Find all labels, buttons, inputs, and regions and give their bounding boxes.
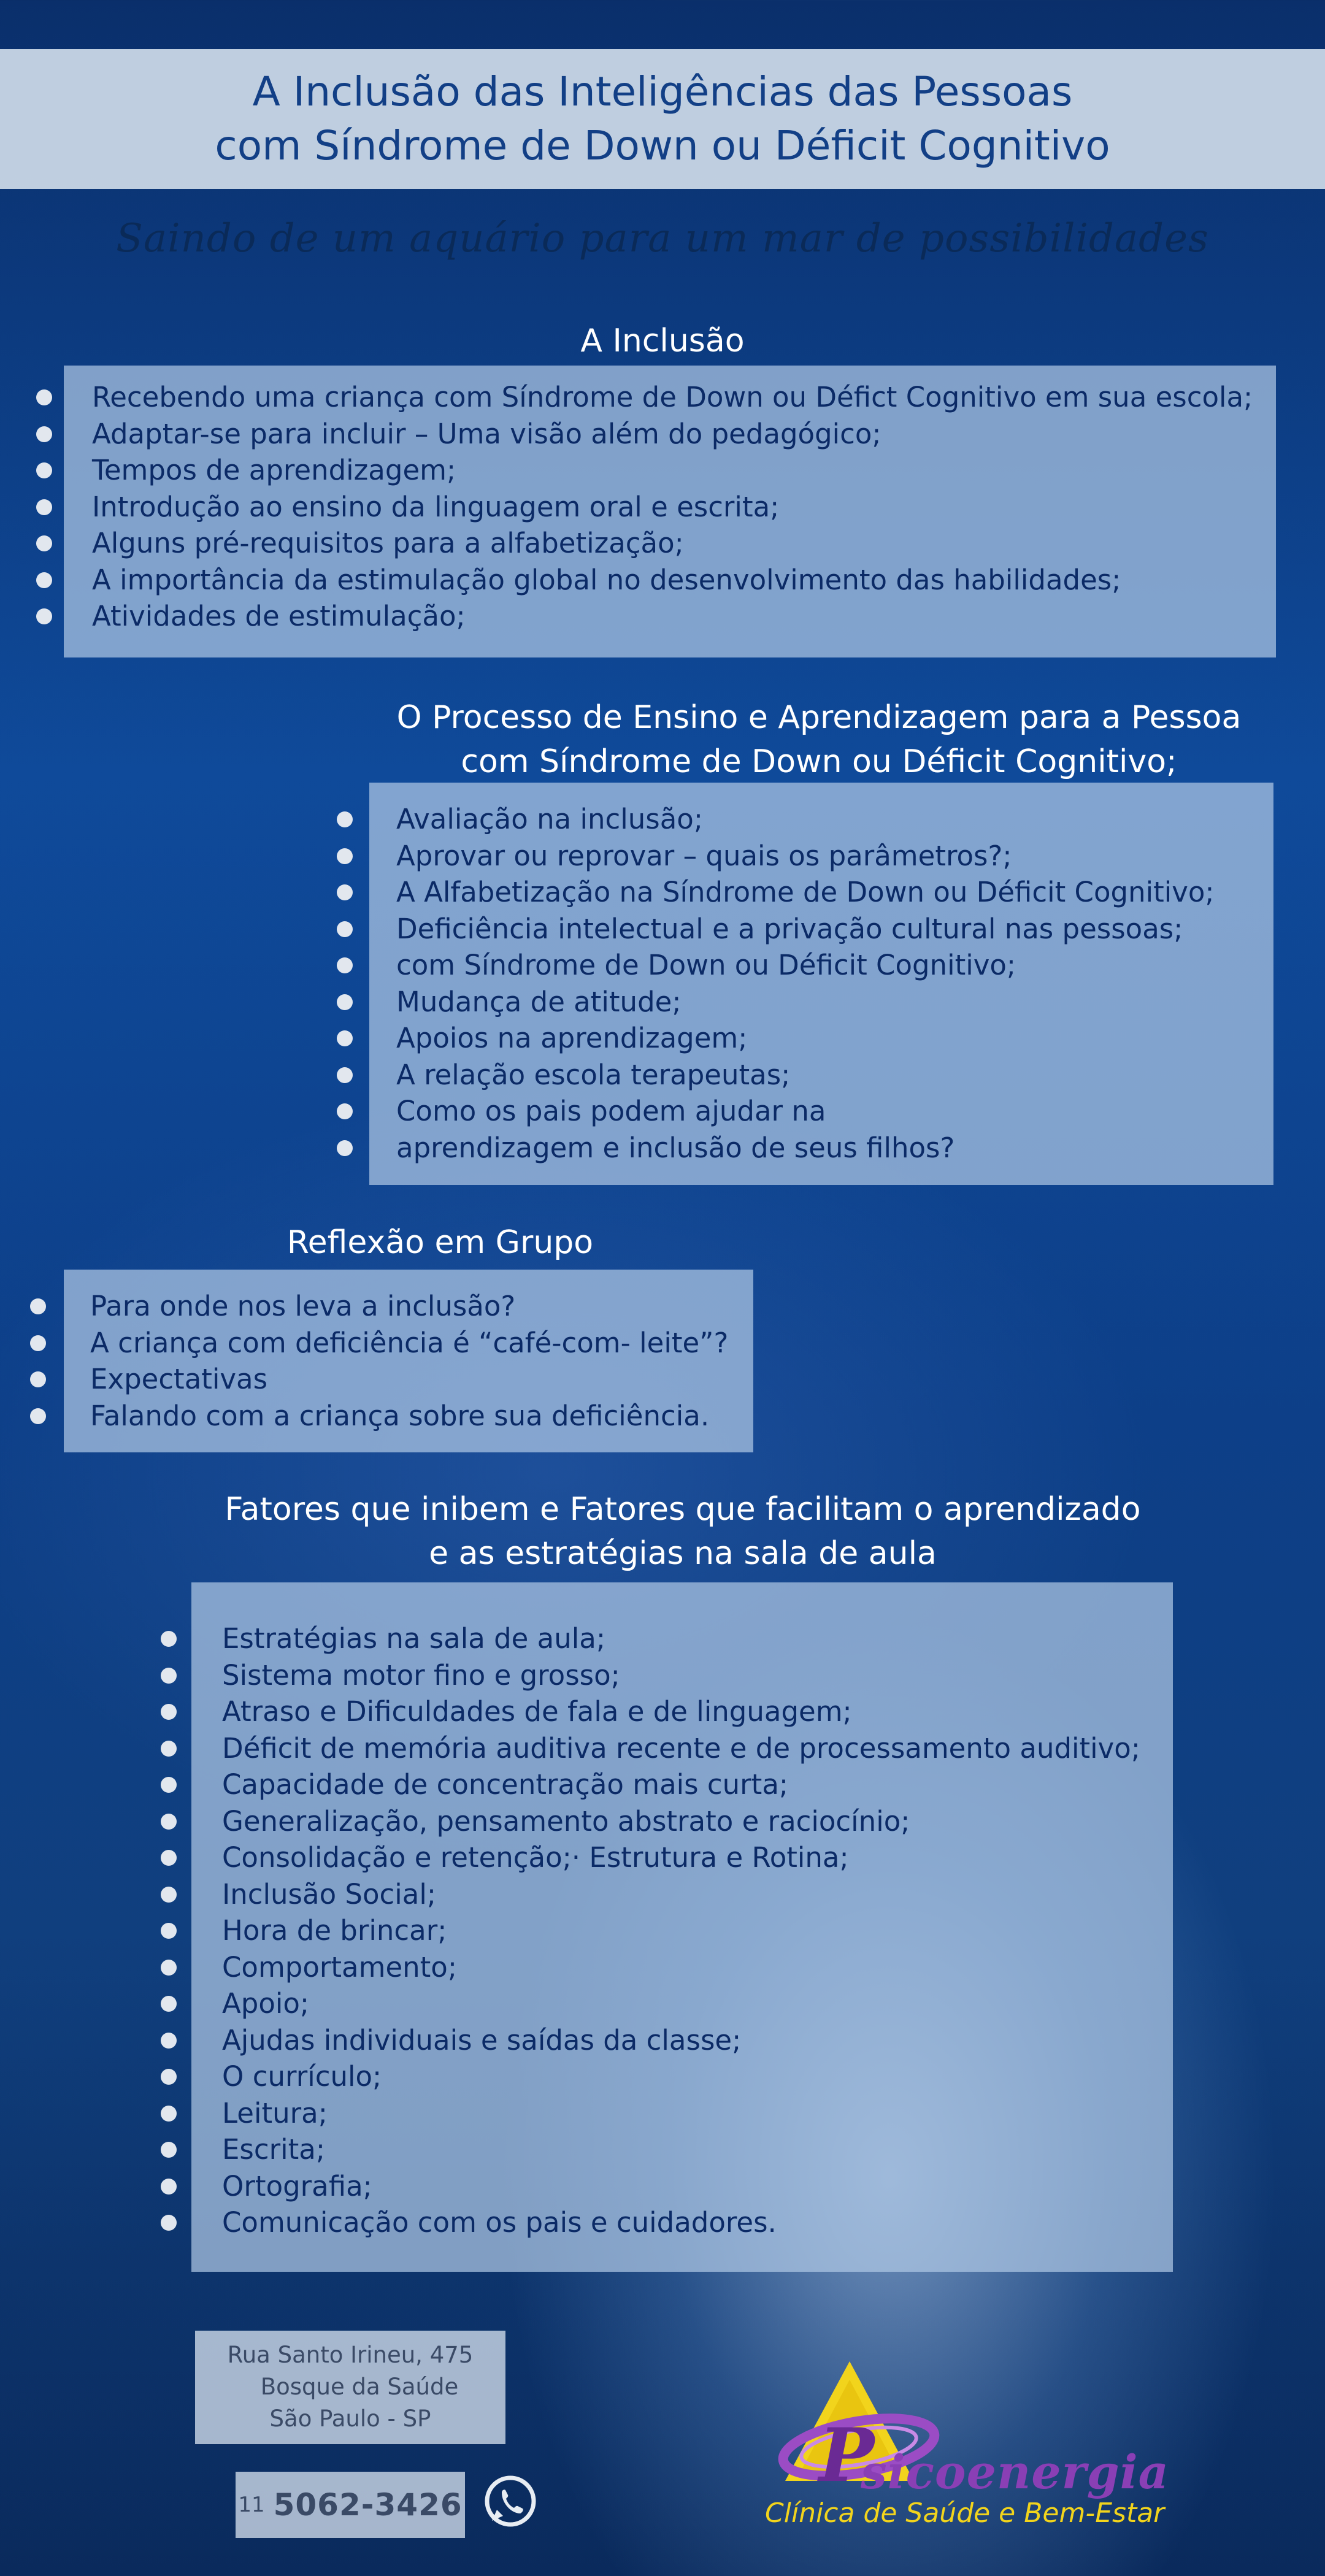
bullet-icon <box>36 572 52 588</box>
list-item: Hora de brincar; <box>0 1912 1325 1949</box>
section-heading-line: Reflexão em Grupo <box>286 1224 594 1261</box>
bullet-icon <box>161 1960 177 1976</box>
list-item: Consolidação e retenção;· Estrutura e Rotina; <box>0 1839 1325 1876</box>
logo-brand: sicoenergia <box>861 2445 1169 2499</box>
list-inclusao <box>0 379 1325 635</box>
bullet-icon <box>161 1741 177 1757</box>
list-item: Alguns pré-requisitos para a alfabetização; <box>0 525 1325 562</box>
address-line: Bosque da Saúde <box>260 2374 459 2400</box>
bullet-icon <box>337 994 353 1010</box>
bullet-icon <box>30 1371 46 1387</box>
bullet-icon <box>36 608 52 624</box>
list-item: A Alfabetização na Síndrome de Down ou Déficit Cognitivo; <box>0 874 1325 911</box>
whatsapp-icon-graphic <box>480 2472 541 2533</box>
list-reflexao <box>0 1288 1325 1434</box>
phone-ddd: 11 <box>238 2493 265 2517</box>
section-heading-processo <box>368 696 1270 784</box>
list-item: Adaptar-se para incluir – Uma visão além do pedagógico; <box>0 416 1325 453</box>
list-item: Escrita; <box>0 2131 1325 2168</box>
list-item: Sistema motor fino e grosso; <box>0 1657 1325 1694</box>
list-item: Inclusão Social; <box>0 1876 1325 1913</box>
phone-box[interactable] <box>236 2472 465 2538</box>
list-item: com Síndrome de Down ou Déficit Cognitivo; <box>0 947 1325 984</box>
list-item: Apoios na aprendizagem; <box>0 1020 1325 1057</box>
bullet-icon <box>337 884 353 900</box>
bullet-icon <box>337 921 353 937</box>
bullet-icon <box>337 1030 353 1046</box>
section-heading-line: e as estratégias na sala de aula <box>429 1535 937 1572</box>
list-item: Déficit de memória auditiva recente e de processamento auditivo; <box>0 1730 1325 1767</box>
list-item: Ortografia; <box>0 2168 1325 2205</box>
list-item: Expectativas <box>0 1361 1325 1398</box>
section-heading-line: Fatores que inibem e Fatores que facilitam o aprendizado <box>225 1491 1141 1528</box>
bullet-icon <box>30 1335 46 1351</box>
bullet-icon <box>161 1814 177 1830</box>
page-title-line-2: com Síndrome de Down ou Déficit Cognitivo <box>215 122 1110 169</box>
address-line: Rua Santo Irineu, 475 <box>227 2342 474 2368</box>
list-processo <box>0 801 1325 1166</box>
section-heading-reflexao <box>184 1221 696 1265</box>
list-item: Como os pais podem ajudar na <box>0 1093 1325 1130</box>
bullet-icon <box>337 848 353 864</box>
bullet-icon <box>161 2142 177 2158</box>
list-item: Comportamento; <box>0 1949 1325 1986</box>
section-heading-line: com Síndrome de Down ou Déficit Cognitivo; <box>461 743 1177 780</box>
list-item: Recebendo uma criança com Síndrome de Down ou Défict Cognitivo em sua escola; <box>0 379 1325 416</box>
address-line: São Paulo - SP <box>269 2405 431 2432</box>
bullet-icon <box>161 1631 177 1647</box>
list-item: Ajudas individuais e saídas da classe; <box>0 2022 1325 2059</box>
bullet-icon <box>36 426 52 442</box>
list-item: Leitura; <box>0 2095 1325 2132</box>
list-item: Avaliação na inclusão; <box>0 801 1325 838</box>
logo-tagline: Clínica de Saúde e Bem-Estar <box>765 2497 1165 2529</box>
list-item: Capacidade de concentração mais curta; <box>0 1766 1325 1803</box>
list-item: Estratégias na sala de aula; <box>0 1620 1325 1657</box>
list-item: Para onde nos leva a inclusão? <box>0 1288 1325 1325</box>
list-fatores <box>0 1620 1325 2241</box>
title-band <box>0 49 1325 189</box>
whatsapp-icon[interactable] <box>480 2472 541 2533</box>
bullet-icon <box>337 957 353 973</box>
bullet-icon <box>337 1103 353 1119</box>
list-item: O currículo; <box>0 2058 1325 2095</box>
subtitle: Saindo de um aquário para um mar de possibilidades <box>116 216 1209 261</box>
bullet-icon <box>161 1704 177 1720</box>
bullet-icon <box>30 1408 46 1424</box>
bullet-icon <box>161 1923 177 1939</box>
page-title-line-1: A Inclusão das Inteligências das Pessoas <box>252 68 1073 115</box>
section-heading-inclusao <box>0 319 1325 363</box>
bullet-icon <box>161 1850 177 1866</box>
bullet-icon <box>36 535 52 551</box>
list-item: Deficiência intelectual e a privação cultural nas pessoas; <box>0 911 1325 948</box>
bullet-icon <box>161 2033 177 2049</box>
psicoenergia-logo <box>758 2355 1187 2539</box>
bullet-icon <box>36 462 52 478</box>
list-item: Tempos de aprendizagem; <box>0 452 1325 489</box>
address-box <box>195 2331 505 2444</box>
bullet-icon <box>161 1777 177 1793</box>
bullet-icon <box>337 1140 353 1156</box>
section-heading-line: O Processo de Ensino e Aprendizagem para a Pessoa <box>396 699 1242 736</box>
list-item: A importância da estimulação global no desenvolvimento das habilidades; <box>0 562 1325 599</box>
bullet-icon <box>161 2215 177 2231</box>
list-item: Falando com a criança sobre sua deficiência. <box>0 1398 1325 1435</box>
list-item: Comunicação com os pais e cuidadores. <box>0 2204 1325 2241</box>
list-item: Mudança de atitude; <box>0 984 1325 1021</box>
phone-number: 5062-3426 <box>273 2487 463 2523</box>
bullet-icon <box>30 1298 46 1314</box>
bullet-icon <box>161 2106 177 2122</box>
bullet-icon <box>337 1067 353 1083</box>
section-heading-line: A Inclusão <box>580 323 745 359</box>
bullet-icon <box>161 2069 177 2085</box>
bullet-icon <box>161 2179 177 2195</box>
list-item: Apoio; <box>0 1985 1325 2022</box>
bullet-icon <box>36 389 52 405</box>
logo-letter: P <box>819 2412 875 2499</box>
bullet-icon <box>161 1887 177 1903</box>
bullet-icon <box>337 811 353 827</box>
list-item: Aprovar ou reprovar – quais os parâmetros?; <box>0 838 1325 875</box>
list-item: aprendizagem e inclusão de seus filhos? <box>0 1130 1325 1167</box>
list-item: Atraso e Dificuldades de fala e de linguagem; <box>0 1693 1325 1730</box>
list-item: Atividades de estimulação; <box>0 598 1325 635</box>
bullet-icon <box>161 1668 177 1684</box>
section-heading-fatores <box>0 1487 1325 1576</box>
bullet-icon <box>36 499 52 515</box>
list-item: Introdução ao ensino da linguagem oral e escrita; <box>0 489 1325 526</box>
list-item: A criança com deficiência é “café-com- leite”? <box>0 1325 1325 1362</box>
list-item: A relação escola terapeutas; <box>0 1057 1325 1094</box>
list-item: Generalização, pensamento abstrato e raciocínio; <box>0 1803 1325 1840</box>
bullet-icon <box>161 1996 177 2012</box>
